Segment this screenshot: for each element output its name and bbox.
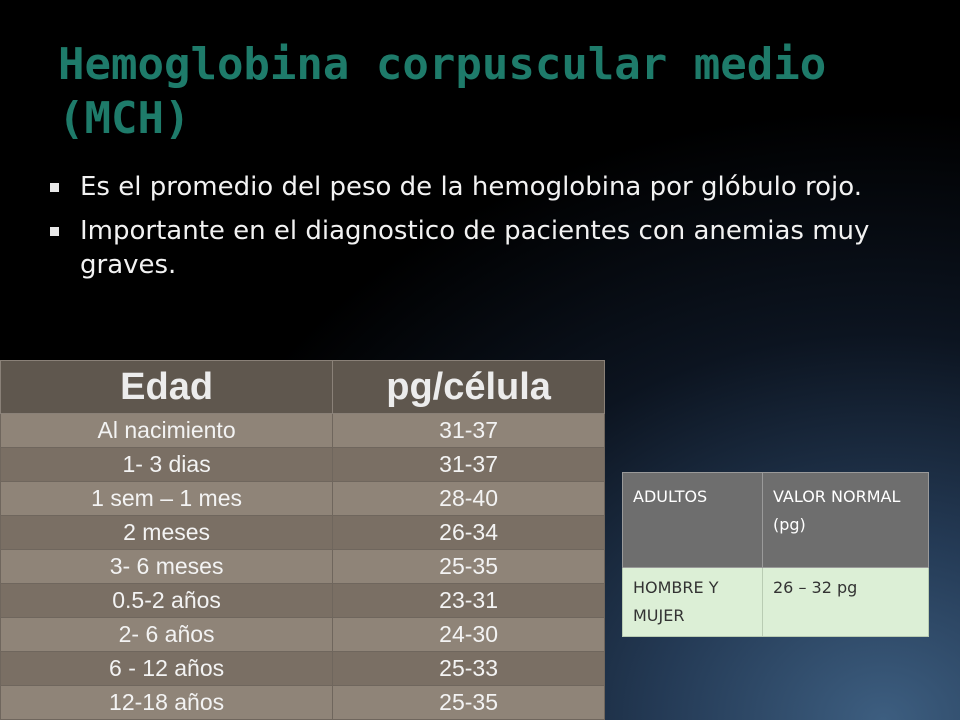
age-cell: 0.5-2 años (1, 584, 333, 618)
value-cell: 28-40 (333, 482, 605, 516)
header-edad: Edad (1, 361, 333, 414)
bullet-item (48, 170, 908, 204)
table-header-row (623, 473, 929, 568)
value-cell: 25-33 (333, 652, 605, 686)
age-cell: 12-18 años (1, 686, 333, 720)
table-row (1, 448, 605, 482)
value-cell: 31-37 (333, 414, 605, 448)
table-row (1, 482, 605, 516)
table-row (1, 414, 605, 448)
table-row (1, 550, 605, 584)
value-cell: 26 – 32 pg (763, 568, 929, 637)
age-reference-table (0, 360, 605, 720)
header-pg-celula: pg/célula (333, 361, 605, 414)
slide-title: Hemoglobina corpuscular medio (MCH) (58, 39, 827, 144)
age-cell: Al nacimiento (1, 414, 333, 448)
adult-reference-table (622, 472, 929, 637)
bullet-text: Importante en el diagnostico de pacientes con anemias muy graves. (80, 216, 870, 280)
age-cell: 2- 6 años (1, 618, 333, 652)
value-cell: 24-30 (333, 618, 605, 652)
age-cell: 1- 3 dias (1, 448, 333, 482)
age-cell: 3- 6 meses (1, 550, 333, 584)
value-cell: 25-35 (333, 550, 605, 584)
age-cell: 6 - 12 años (1, 652, 333, 686)
table-row (1, 652, 605, 686)
value-cell: 31-37 (333, 448, 605, 482)
age-cell: 1 sem – 1 mes (1, 482, 333, 516)
population-cell: HOMBRE Y MUJER (623, 568, 763, 637)
value-cell: 25-35 (333, 686, 605, 720)
table-row (623, 568, 929, 637)
square-bullet-icon (50, 183, 59, 192)
table-row (1, 618, 605, 652)
bullet-list (48, 170, 908, 292)
table-header-row (1, 361, 605, 414)
bullet-item (48, 214, 908, 282)
age-cell: 2 meses (1, 516, 333, 550)
header-adultos: ADULTOS (623, 473, 763, 568)
value-cell: 23-31 (333, 584, 605, 618)
table-row (1, 516, 605, 550)
value-cell: 26-34 (333, 516, 605, 550)
table-row (1, 584, 605, 618)
bullet-text: Es el promedio del peso de la hemoglobina por glóbulo rojo. (80, 172, 862, 202)
square-bullet-icon (50, 227, 59, 236)
table-row (1, 686, 605, 720)
header-valor-normal: VALOR NORMAL (pg) (763, 473, 929, 568)
